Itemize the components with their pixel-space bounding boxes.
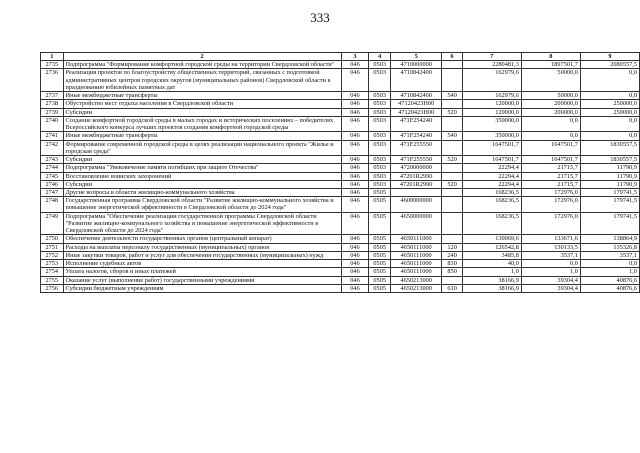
amount-year-2: 21715,7 [521, 172, 580, 180]
row-description: Расходы на выплаты персоналу государственных (муниципальных) органов [63, 243, 341, 251]
column-header: 3 [341, 53, 369, 61]
expense-type-code [442, 164, 462, 172]
row-number: 2748 [41, 197, 64, 212]
amount-year-2: 1,0 [521, 268, 580, 276]
row-number: 2740 [41, 116, 64, 131]
amount-year-1: 22294,4 [462, 180, 521, 188]
column-header: 1 [41, 53, 64, 61]
expense-type-code: 240 [442, 251, 462, 259]
target-article-code: 4720000000 [390, 164, 442, 172]
row-description: Обеспечение деятельности государственных органов (центральный аппарат) [63, 235, 341, 243]
section-code: 0503 [369, 92, 390, 100]
amount-year-2: 200000,0 [521, 108, 580, 116]
target-article-code: 4650111000 [390, 235, 442, 243]
amount-year-3: 40876,6 [580, 284, 639, 292]
amount-year-3: 250000,0 [580, 108, 639, 116]
row-number: 2741 [41, 132, 64, 140]
amount-year-3: 3537,1 [580, 251, 639, 259]
table-row [41, 116, 640, 131]
target-article-code: 471F255550 [390, 156, 442, 164]
row-number: 2744 [41, 164, 64, 172]
target-article-code: 4650213000 [390, 276, 442, 284]
expense-type-code: 850 [442, 268, 462, 276]
column-header: 9 [580, 53, 639, 61]
amount-year-2: 39304,4 [521, 276, 580, 284]
amount-year-3: 0,0 [580, 260, 639, 268]
amount-year-1: 22294,4 [462, 172, 521, 180]
row-number: 2750 [41, 235, 64, 243]
amount-year-1: 40,0 [462, 260, 521, 268]
amount-year-2: 172976,0 [521, 188, 580, 196]
target-article-code: 4650111000 [390, 260, 442, 268]
target-article-code [390, 188, 442, 196]
ministry-code: 046 [341, 92, 369, 100]
section-code: 0503 [369, 100, 390, 108]
target-article-code: 4710842400 [390, 69, 442, 92]
row-description: Восстановление воинских захоронений [63, 172, 341, 180]
amount-year-3: 11790,9 [580, 180, 639, 188]
amount-year-1: 126542,8 [462, 243, 521, 251]
amount-year-3: 179741,5 [580, 188, 639, 196]
ministry-code: 046 [341, 108, 369, 116]
table-row [41, 69, 640, 92]
column-header: 5 [390, 53, 442, 61]
ministry-code: 046 [341, 251, 369, 259]
amount-year-1: 38166,9 [462, 276, 521, 284]
amount-year-3: 1830557,5 [580, 140, 639, 155]
amount-year-1: 38166,9 [462, 284, 521, 292]
expense-type-code [442, 100, 462, 108]
section-code: 0503 [369, 69, 390, 92]
ministry-code: 046 [341, 235, 369, 243]
row-description: Оказание услуг (выполнение работ) государственными учреждениями [63, 276, 341, 284]
amount-year-3: 1830557,5 [580, 156, 639, 164]
amount-year-3: 0,0 [580, 116, 639, 131]
amount-year-3: 40876,6 [580, 276, 639, 284]
amount-year-2: 0,0 [521, 260, 580, 268]
table-row [41, 132, 640, 140]
ministry-code: 046 [341, 164, 369, 172]
expense-type-code [442, 212, 462, 235]
amount-year-3: 179741,5 [580, 197, 639, 212]
row-number: 2745 [41, 172, 64, 180]
amount-year-1: 2280481,3 [462, 61, 521, 69]
amount-year-2: 21715,7 [521, 180, 580, 188]
table-row [41, 276, 640, 284]
row-description: Субсидии [63, 108, 341, 116]
amount-year-1: 130069,6 [462, 235, 521, 243]
row-description: Другие вопросы в области жилищно-коммунального хозяйства [63, 188, 341, 196]
table-row [41, 260, 640, 268]
ministry-code: 046 [341, 243, 369, 251]
amount-year-2: 3537,1 [521, 251, 580, 259]
target-article-code: 471F254240 [390, 116, 442, 131]
row-description: Формирование современной городской среды в целях реализации национального проекта "Жилье и городская среда" [63, 140, 341, 155]
amount-year-2: 172976,0 [521, 197, 580, 212]
amount-year-2: 0,0 [521, 132, 580, 140]
target-article-code: 4650111000 [390, 243, 442, 251]
column-header: 2 [63, 53, 341, 61]
amount-year-1: 1,0 [462, 268, 521, 276]
expense-type-code [442, 172, 462, 180]
row-number: 2736 [41, 69, 64, 92]
target-article-code: 4710000000 [390, 61, 442, 69]
amount-year-1: 350000,0 [462, 116, 521, 131]
table-row [41, 156, 640, 164]
amount-year-3: 0,0 [580, 132, 639, 140]
ministry-code: 046 [341, 61, 369, 69]
ministry-code: 046 [341, 132, 369, 140]
section-code: 0503 [369, 172, 390, 180]
table-body [41, 61, 640, 293]
target-article-code: 47201R2990 [390, 180, 442, 188]
target-article-code: 47120423Н00 [390, 108, 442, 116]
target-article-code: 4650111000 [390, 268, 442, 276]
row-description: Субсидии [63, 156, 341, 164]
row-description: Подпрограмма "Обеспечение реализации государственной программы Свердловской области "Развитие жилищно-коммунального хозяйства и повышение энергетической эффективности в Свердловской области до 2024 года" [63, 212, 341, 235]
amount-year-3: 11790,9 [580, 164, 639, 172]
row-number: 2738 [41, 100, 64, 108]
row-description: Субсидии бюджетным учреждениям [63, 284, 341, 292]
target-article-code: 471F255550 [390, 140, 442, 155]
target-article-code: 4710842400 [390, 92, 442, 100]
section-code: 0505 [369, 212, 390, 235]
table-row [41, 180, 640, 188]
amount-year-2: 200000,0 [521, 100, 580, 108]
section-code: 0505 [369, 268, 390, 276]
row-description: Подпрограмма "Увековечение памяти погибших при защите Отечества" [63, 164, 341, 172]
expense-type-code: 610 [442, 284, 462, 292]
section-code: 0505 [369, 243, 390, 251]
section-code: 0505 [369, 284, 390, 292]
table-row [41, 251, 640, 259]
amount-year-2: 172976,0 [521, 212, 580, 235]
expense-type-code [442, 276, 462, 284]
amount-year-2: 1897501,7 [521, 61, 580, 69]
expense-type-code [442, 235, 462, 243]
table-row [41, 268, 640, 276]
header-row [41, 53, 640, 61]
table-row [41, 243, 640, 251]
row-description: Иные межбюджетные трансферты [63, 132, 341, 140]
amount-year-1: 1647501,7 [462, 156, 521, 164]
row-description: Иные закупки товаров, работ и услуг для обеспечения государственных (муниципальных) нужд [63, 251, 341, 259]
section-code: 0503 [369, 164, 390, 172]
ministry-code: 046 [341, 116, 369, 131]
amount-year-3: 11790,9 [580, 172, 639, 180]
row-number: 2743 [41, 156, 64, 164]
expense-type-code: 520 [442, 156, 462, 164]
target-article-code: 4600000000 [390, 197, 442, 212]
column-header: 7 [462, 53, 521, 61]
table-row [41, 235, 640, 243]
section-code: 0505 [369, 235, 390, 243]
amount-year-2: 133671,6 [521, 235, 580, 243]
amount-year-1: 162979,6 [462, 69, 521, 92]
row-number: 2742 [41, 140, 64, 155]
section-code: 0503 [369, 61, 390, 69]
table-row [41, 100, 640, 108]
row-description: Реализация проектов по благоустройству общественных территорий, связанных с подготовкой административных центров городских округов (муниципальных районов) Свердловской области к празднованию юбилейных памятных дат [63, 69, 341, 92]
table-row [41, 164, 640, 172]
row-number: 2737 [41, 92, 64, 100]
amount-year-3: 0,0 [580, 69, 639, 92]
amount-year-1: 168236,5 [462, 212, 521, 235]
column-header: 4 [369, 53, 390, 61]
row-number: 2739 [41, 108, 64, 116]
amount-year-2: 21715,7 [521, 164, 580, 172]
ministry-code: 046 [341, 284, 369, 292]
table-row [41, 188, 640, 196]
expense-type-code [442, 197, 462, 212]
ministry-code: 046 [341, 276, 369, 284]
section-code: 0503 [369, 180, 390, 188]
amount-year-3: 1,0 [580, 268, 639, 276]
row-number: 2746 [41, 180, 64, 188]
amount-year-2: 0,0 [521, 116, 580, 131]
amount-year-1: 3485,8 [462, 251, 521, 259]
row-description: Государственная программа Свердловской области "Развитие жилищно-коммунального хозяйства и повышение энергетической эффективности в Свердловской области до 2024 года" [63, 197, 341, 212]
column-header: 6 [442, 53, 462, 61]
row-description: Обустройство мест отдыха населения в Свердловской области [63, 100, 341, 108]
target-article-code: 4650111000 [390, 251, 442, 259]
ministry-code: 046 [341, 140, 369, 155]
row-description: Субсидии [63, 180, 341, 188]
section-code: 0503 [369, 116, 390, 131]
row-number: 2755 [41, 276, 64, 284]
ministry-code: 046 [341, 156, 369, 164]
target-article-code: 4650213000 [390, 284, 442, 292]
expense-type-code: 830 [442, 260, 462, 268]
amount-year-1: 22294,4 [462, 164, 521, 172]
section-code: 0503 [369, 132, 390, 140]
amount-year-3: 2080557,5 [580, 61, 639, 69]
expense-type-code: 520 [442, 180, 462, 188]
section-code: 0503 [369, 140, 390, 155]
section-code: 0503 [369, 108, 390, 116]
amount-year-2: 50000,0 [521, 69, 580, 92]
ministry-code: 046 [341, 172, 369, 180]
row-description: Иные межбюджетные трансферты [63, 92, 341, 100]
amount-year-1: 350000,0 [462, 132, 521, 140]
expense-type-code: 540 [442, 132, 462, 140]
amount-year-1: 1647501,7 [462, 140, 521, 155]
section-code: 0505 [369, 251, 390, 259]
expense-type-code [442, 69, 462, 92]
row-number: 2751 [41, 243, 64, 251]
section-code: 0503 [369, 156, 390, 164]
table-row [41, 212, 640, 235]
amount-year-1: 120000,0 [462, 108, 521, 116]
ministry-code: 046 [341, 268, 369, 276]
column-header: 8 [521, 53, 580, 61]
expense-type-code [442, 61, 462, 69]
table-row [41, 140, 640, 155]
expense-type-code: 120 [442, 243, 462, 251]
amount-year-2: 130133,5 [521, 243, 580, 251]
section-code: 0505 [369, 276, 390, 284]
section-code: 0505 [369, 260, 390, 268]
ministry-code: 046 [341, 180, 369, 188]
amount-year-1: 168236,5 [462, 188, 521, 196]
table-row [41, 172, 640, 180]
row-number: 2753 [41, 260, 64, 268]
row-description: Подпрограмма "Формирование комфортной городской среды на территории Свердловской области" [63, 61, 341, 69]
target-article-code: 47120423Н00 [390, 100, 442, 108]
section-code: 0505 [369, 197, 390, 212]
amount-year-1: 168236,5 [462, 197, 521, 212]
amount-year-2: 39304,4 [521, 284, 580, 292]
amount-year-3: 138864,9 [580, 235, 639, 243]
row-description: Исполнение судебных актов [63, 260, 341, 268]
target-article-code: 4650000000 [390, 212, 442, 235]
amount-year-2: 1647501,7 [521, 140, 580, 155]
ministry-code: 046 [341, 212, 369, 235]
expense-type-code: 540 [442, 92, 462, 100]
expense-type-code [442, 188, 462, 196]
row-number: 2735 [41, 61, 64, 69]
row-number: 2756 [41, 284, 64, 292]
expense-type-code: 520 [442, 108, 462, 116]
ministry-code: 046 [341, 100, 369, 108]
row-number: 2749 [41, 212, 64, 235]
ministry-code: 046 [341, 260, 369, 268]
table-row [41, 284, 640, 292]
amount-year-1: 162979,6 [462, 92, 521, 100]
target-article-code: 471F254240 [390, 132, 442, 140]
target-article-code: 47201R2990 [390, 172, 442, 180]
section-code: 0505 [369, 188, 390, 196]
amount-year-3: 250000,0 [580, 100, 639, 108]
amount-year-1: 120000,0 [462, 100, 521, 108]
ministry-code: 046 [341, 188, 369, 196]
page-number: 333 [310, 10, 330, 25]
table-row [41, 61, 640, 69]
row-number: 2752 [41, 251, 64, 259]
amount-year-3: 135326,8 [580, 243, 639, 251]
row-number: 2747 [41, 188, 64, 196]
amount-year-2: 50000,0 [521, 92, 580, 100]
row-description: Создание комфортной городской среды в малых городах и исторических поселениях – победителях Всероссийского конкурса лучших проектов создания комфортной городской среды [63, 116, 341, 131]
amount-year-3: 179741,5 [580, 212, 639, 235]
expense-type-code [442, 140, 462, 155]
row-number: 2754 [41, 268, 64, 276]
expense-type-code [442, 116, 462, 131]
amount-year-2: 1647501,7 [521, 156, 580, 164]
row-description: Уплата налогов, сборов и иных платежей [63, 268, 341, 276]
table-row [41, 92, 640, 100]
budget-table [40, 52, 640, 293]
table-row [41, 108, 640, 116]
amount-year-3: 0,0 [580, 92, 639, 100]
ministry-code: 046 [341, 69, 369, 92]
ministry-code: 046 [341, 197, 369, 212]
table-row [41, 197, 640, 212]
